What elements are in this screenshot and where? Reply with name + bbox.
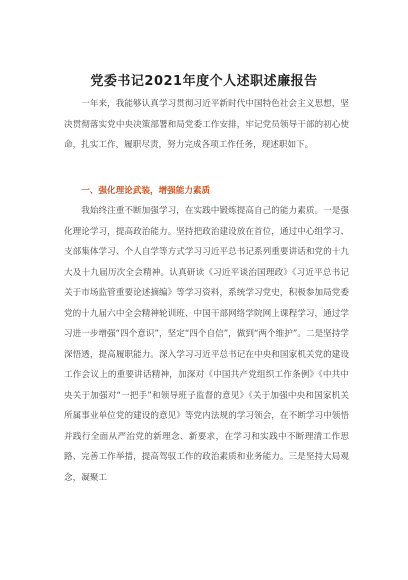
document-title: 党委书记2021年度个人述职述廉报告 [90, 74, 318, 89]
section-heading: 一、强化理论武装，增强能力素质 [81, 186, 211, 196]
section-1-paragraph: 我始终注重不断加强学习，在实践中锻炼提高自己的能力素质。一是强化理论学习，提高政治能力。坚持把政治建设放在首位，通过中心组学习、支部集体学习、个人自学等方式学习习近平总书记系列重要讲话和党的十九大及十九届历次全会精神。认真研读《习近平谈治国理政》《习近平总书记关于市场监管重要论述摘编》等学习资料，系统学习党史，积极参加局党委党的十九届六中全会精神轮训班、中国干部网络学院网上课程学习，通过学习进一步增强“四个意识”，坚定“四个自信”，做到“两个维护”。二是坚持学深悟透，提高履职能力。深入学习习近平总书记在中央和国家机关党的建设工作会议上的重要讲话精神，加深对《中国共产党组织工作条例》《中共中央关于加强对“一把手”和领导班子监督的意见》《关于加强中央和国家机关所属事业单位党的建设的意见》等党内法规的学习领会，在不断学习中领悟并践行全面从严治党的新理念、新要求，在学习和实践中不断理清工作思路、完善工作举措，提高驾驭工作的政治素质和业务能力。三是坚持大局观念，凝聚工 [64, 206, 349, 483]
intro-paragraph: 一年来，我能够认真学习贯彻习近平新时代中国特色社会主义思想，坚决贯彻落实党中央决策部署和局党委工作安排，牢记党员领导干部的初心使命，扎实工作，履职尽责，努力完成各项工作任务，现述职如下。 [64, 99, 349, 150]
